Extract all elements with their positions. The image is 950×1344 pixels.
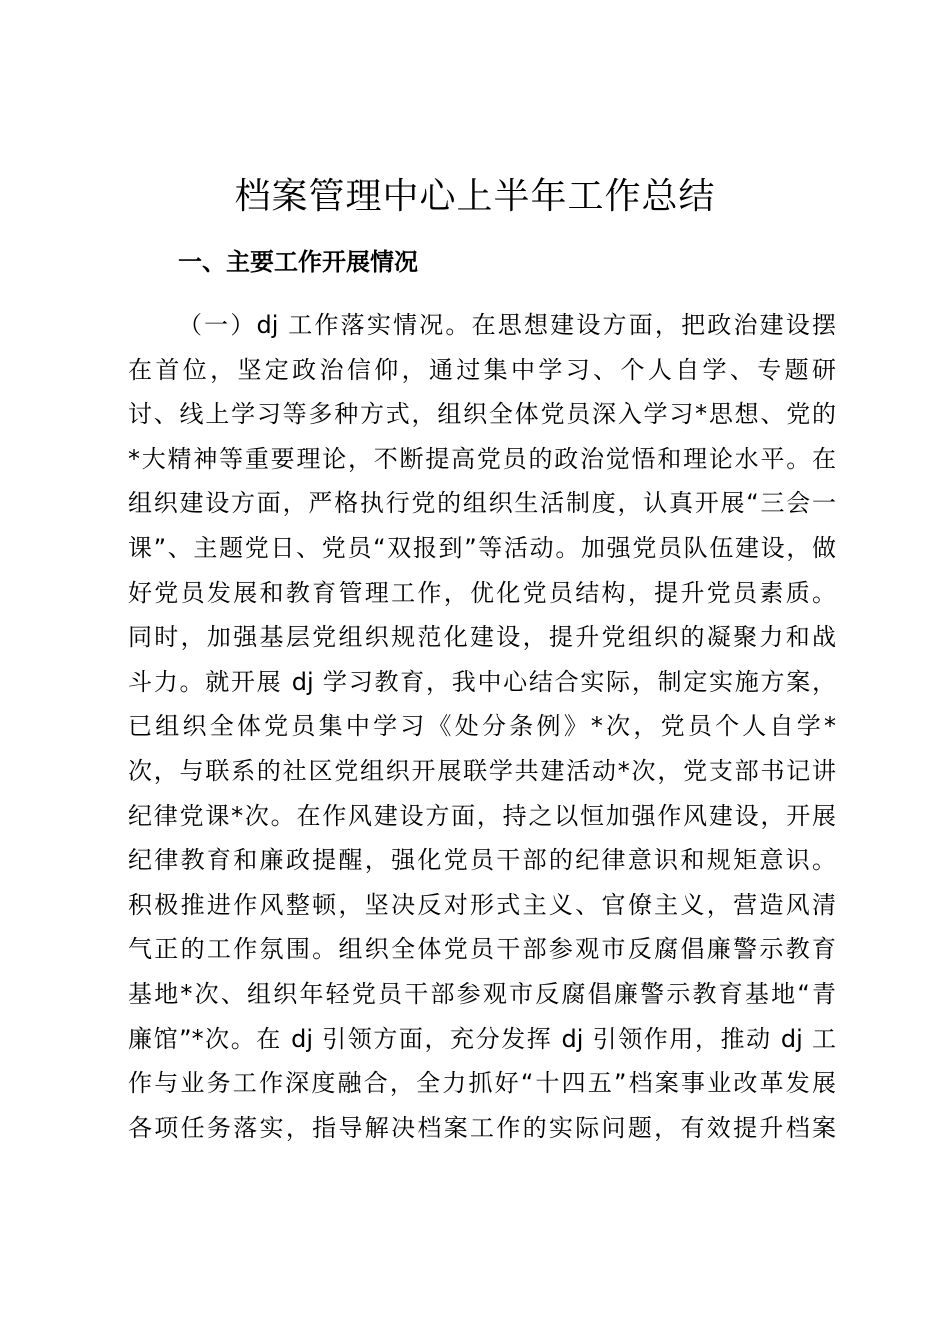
- paragraph-line: 各项任务落实，指导解决档案工作的实际问题，有效提升档案: [128, 1113, 836, 1142]
- paragraph-line: 好党员发展和教育管理工作，优化党员结构，提升党员素质。: [128, 578, 836, 607]
- section-heading: 一、主要工作开展情况: [178, 248, 418, 276]
- paragraph-line: *大精神等重要理论，不断提高党员的政治觉悟和理论水平。在: [128, 444, 836, 473]
- paragraph-line: 气正的工作氛围。组织全体党员干部参观市反腐倡廉警示教育: [128, 935, 836, 964]
- paragraph-line: 课”、主题党日、党员“双报到”等活动。加强党员队伍建设，做: [128, 533, 836, 562]
- paragraph-line: 纪律党课*次。在作风建设方面，持之以恒加强作风建设，开展: [128, 801, 836, 830]
- paragraph-line: 次，与联系的社区党组织开展联学共建活动*次，党支部书记讲: [128, 756, 836, 785]
- paragraph-line: 在首位，坚定政治信仰，通过集中学习、个人自学、专题研: [128, 355, 836, 384]
- paragraph-line: 纪律教育和廉政提醒，强化党员干部的纪律意识和规矩意识。: [128, 846, 836, 875]
- paragraph-line: 积极推进作风整顿，坚决反对形式主义、官僚主义，营造风清: [128, 890, 836, 919]
- paragraph-line: 已组织全体党员集中学习《处分条例》*次，党员个人自学*: [128, 712, 836, 741]
- paragraph-line: 同时，加强基层党组织规范化建设，提升党组织的凝聚力和战: [128, 623, 836, 652]
- paragraph-line: 斗力。就开展 dj 学习教育，我中心结合实际，制定实施方案，: [128, 667, 836, 696]
- document-title: 档案管理中心上半年工作总结: [234, 176, 716, 217]
- paragraph-line: 廉馆”*次。在 dj 引领方面，充分发挥 dj 引领作用，推动 dj 工: [128, 1024, 836, 1053]
- body-paragraph: [128, 303, 836, 1150]
- paragraph-line: 组织建设方面，严格执行党的组织生活制度，认真开展“三会一: [128, 489, 836, 518]
- paragraph-line: 作与业务工作深度融合，全力抓好“十四五”档案事业改革发展: [128, 1069, 836, 1098]
- paragraph-line: （一）dj 工作落实情况。在思想建设方面，把政治建设摆: [178, 311, 836, 339]
- paragraph-line: 讨、线上学习等多种方式，组织全体党员深入学习*思想、党的: [128, 400, 836, 429]
- paragraph-line: 基地*次、组织年轻党员干部参观市反腐倡廉警示教育基地“青: [128, 979, 836, 1008]
